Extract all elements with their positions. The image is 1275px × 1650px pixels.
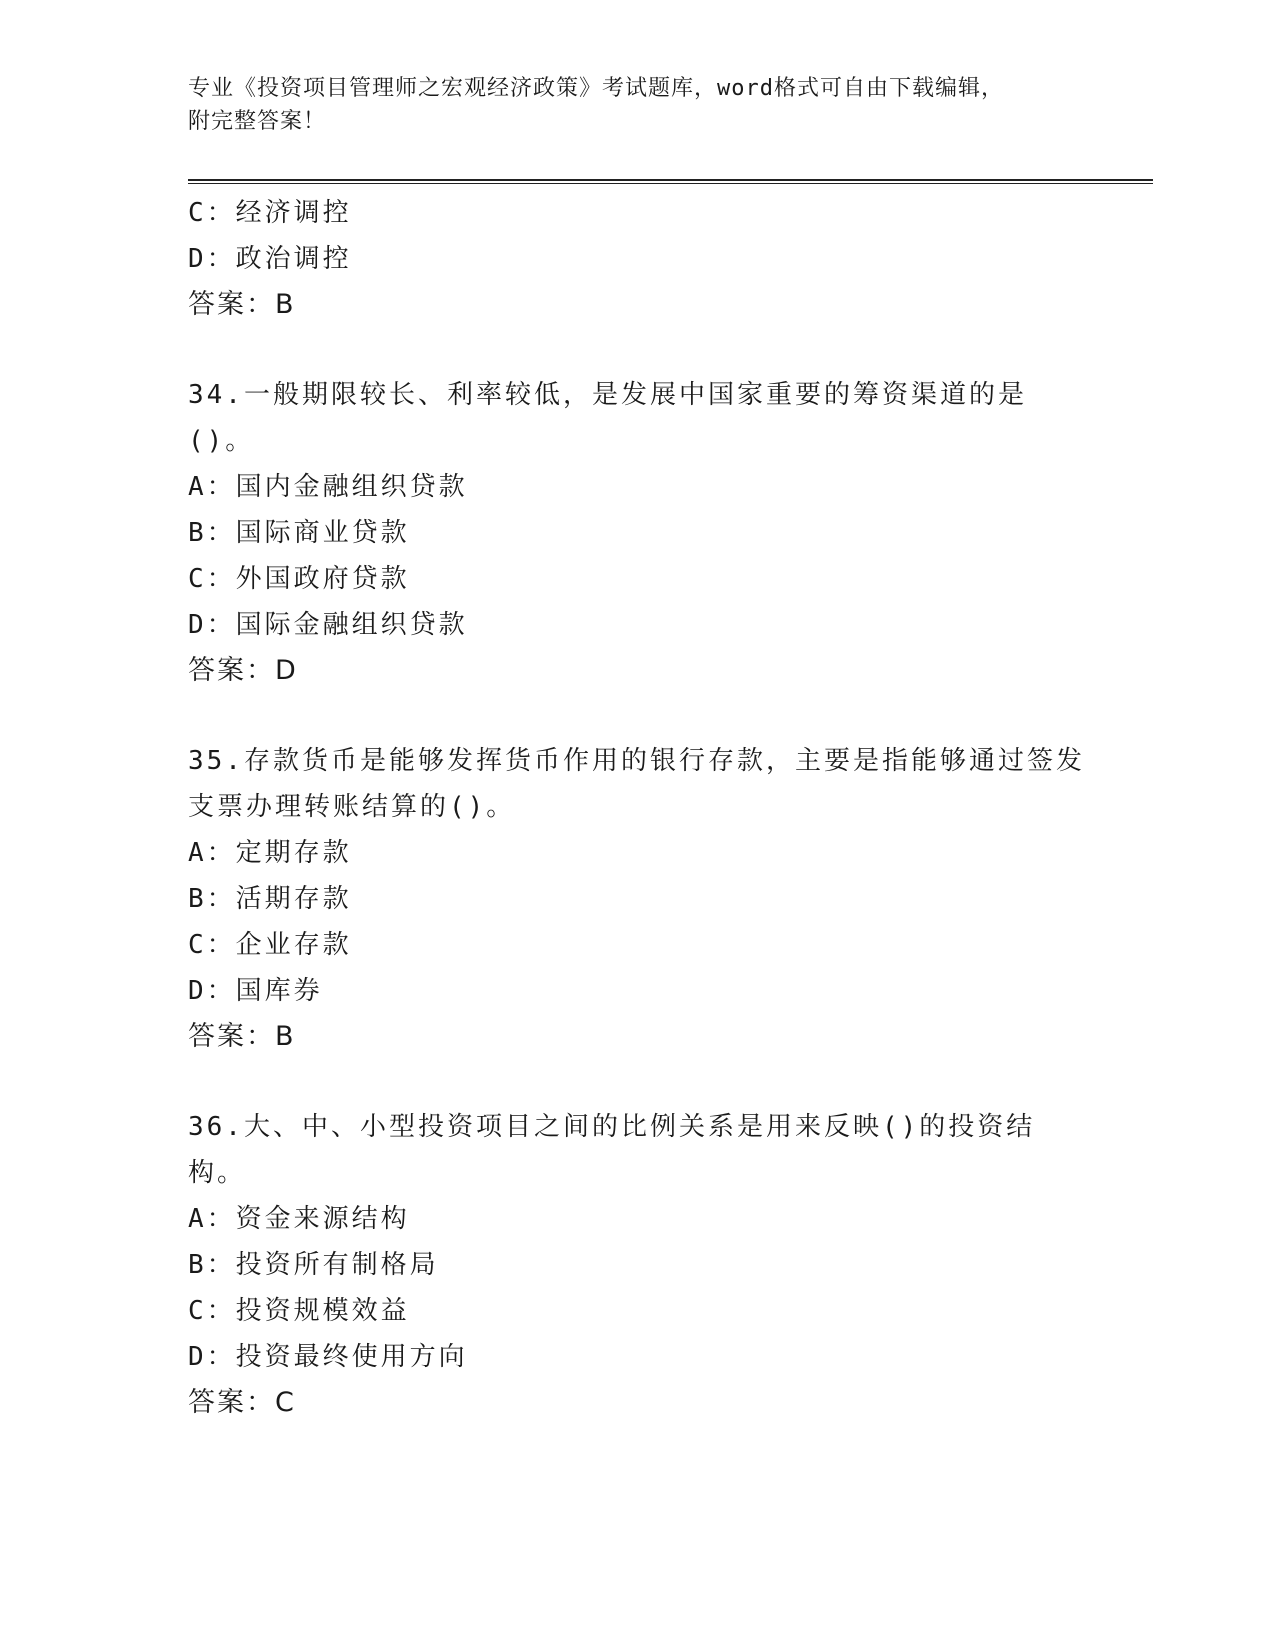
option-text: 定期存款 bbox=[235, 838, 352, 868]
question-text: 36.大、中、小型投资项目之间的比例关系是用来反映()的投资结构。 bbox=[188, 1112, 1036, 1188]
option-text: 国内金融组织贷款 bbox=[235, 472, 468, 502]
option-label: A： bbox=[188, 472, 236, 502]
header-line-1: 专业《投资项目管理师之宏观经济政策》考试题库，word格式可自由下载编辑， bbox=[188, 76, 1004, 101]
question-text: 34.一般期限较长、利率较低，是发展中国家重要的筹资渠道的是()。 bbox=[188, 380, 1027, 456]
option-text: 投资最终使用方向 bbox=[235, 1342, 468, 1372]
option-label: A： bbox=[188, 1204, 236, 1234]
option-a bbox=[188, 1196, 1088, 1242]
option-text: 企业存款 bbox=[235, 930, 352, 960]
question-text: 35.存款货币是能够发挥货币作用的银行存款，主要是指能够通过签发 bbox=[188, 746, 1085, 776]
option-d bbox=[188, 236, 1088, 282]
option-text: 国库券 bbox=[235, 976, 323, 1006]
option-d bbox=[188, 1334, 1088, 1380]
option-label: B： bbox=[188, 1250, 236, 1280]
option-b bbox=[188, 510, 1088, 556]
answer-line: 答案：B bbox=[188, 289, 296, 320]
answer-line: 答案：C bbox=[188, 1387, 296, 1418]
option-c bbox=[188, 922, 1088, 968]
option-text: 外国政府贷款 bbox=[235, 564, 410, 594]
option-label: D： bbox=[188, 1342, 236, 1372]
answer-line: 答案：B bbox=[188, 1021, 296, 1052]
option-c bbox=[188, 1288, 1088, 1334]
option-text: 经济调控 bbox=[235, 198, 352, 228]
question-34 bbox=[188, 372, 1088, 694]
option-label: A： bbox=[188, 838, 236, 868]
option-label: B： bbox=[188, 884, 236, 914]
option-label: C： bbox=[188, 930, 236, 960]
question-36 bbox=[188, 1104, 1088, 1426]
header-divider bbox=[188, 179, 1153, 184]
option-c bbox=[188, 190, 1088, 236]
prev-question-block bbox=[188, 190, 1088, 328]
option-a bbox=[188, 830, 1088, 876]
option-text: 国际商业贷款 bbox=[235, 518, 410, 548]
option-label: D： bbox=[188, 244, 236, 274]
option-text: 资金来源结构 bbox=[235, 1204, 410, 1234]
option-label: D： bbox=[188, 610, 236, 640]
answer-line: 答案：D bbox=[188, 655, 298, 686]
question-list bbox=[188, 190, 1088, 1426]
option-text: 活期存款 bbox=[235, 884, 352, 914]
option-label: B： bbox=[188, 518, 236, 548]
question-35 bbox=[188, 738, 1088, 1060]
option-label: D： bbox=[188, 976, 236, 1006]
option-text: 政治调控 bbox=[235, 244, 352, 274]
option-text: 投资所有制格局 bbox=[235, 1250, 439, 1280]
option-c bbox=[188, 556, 1088, 602]
option-d bbox=[188, 968, 1088, 1014]
option-b bbox=[188, 876, 1088, 922]
option-b bbox=[188, 1242, 1088, 1288]
option-label: C： bbox=[188, 564, 236, 594]
option-d bbox=[188, 602, 1088, 648]
header-line-2: 附完整答案！ bbox=[188, 109, 327, 134]
question-text-continued: 支票办理转账结算的()。 bbox=[188, 792, 516, 822]
option-text: 国际金融组织贷款 bbox=[235, 610, 468, 640]
option-label: C： bbox=[188, 1296, 236, 1326]
document-header bbox=[188, 72, 1088, 138]
option-label: C： bbox=[188, 198, 236, 228]
option-a bbox=[188, 464, 1088, 510]
option-text: 投资规模效益 bbox=[235, 1296, 410, 1326]
